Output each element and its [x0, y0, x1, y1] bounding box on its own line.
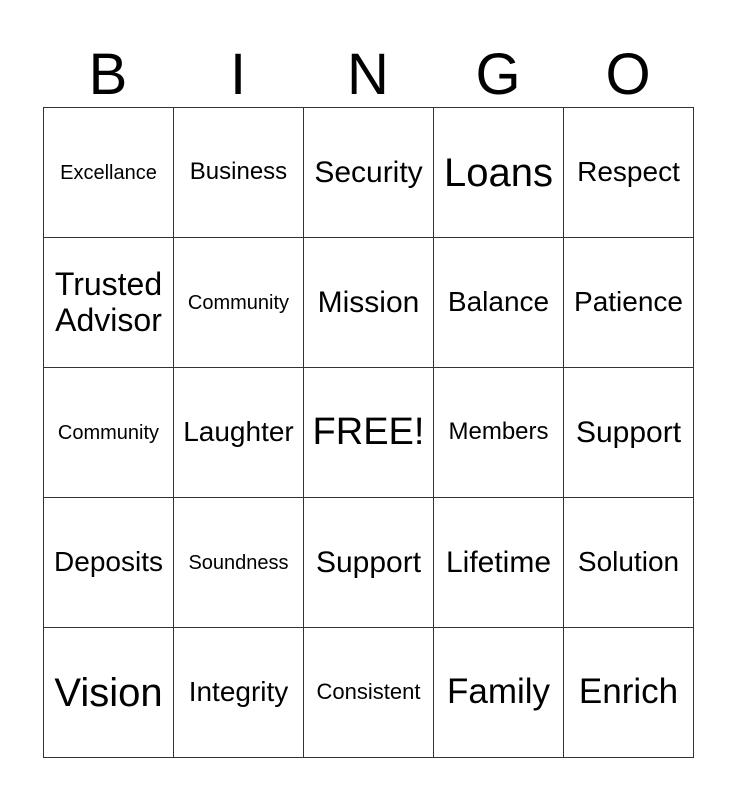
header-letter-i: I: [229, 42, 247, 107]
bingo-cell[interactable]: Soundness: [174, 498, 304, 628]
header-letter-g: G: [475, 42, 521, 107]
bingo-cell[interactable]: Balance: [434, 238, 564, 368]
bingo-cell[interactable]: Members: [434, 368, 564, 498]
bingo-cell[interactable]: Lifetime: [434, 498, 564, 628]
board-row: [44, 368, 694, 498]
bingo-cell[interactable]: Deposits: [44, 498, 174, 628]
bingo-cell[interactable]: Community: [174, 238, 304, 368]
bingo-cell[interactable]: Community: [44, 368, 174, 498]
bingo-cell[interactable]: Respect: [564, 108, 694, 238]
bingo-cell[interactable]: Solution: [564, 498, 694, 628]
board-row: [44, 108, 694, 238]
board-row: [44, 498, 694, 628]
bingo-cell[interactable]: Laughter: [174, 368, 304, 498]
bingo-cell[interactable]: Patience: [564, 238, 694, 368]
bingo-cell[interactable]: Family: [434, 628, 564, 758]
bingo-cell[interactable]: Excellance: [44, 108, 174, 238]
bingo-header: [43, 42, 693, 108]
header-letter-n: N: [347, 42, 389, 107]
bingo-cell[interactable]: Loans: [434, 108, 564, 238]
bingo-board: [43, 107, 694, 758]
bingo-cell[interactable]: Trusted Advisor: [44, 238, 174, 368]
board-row: [44, 238, 694, 368]
bingo-cell[interactable]: Integrity: [174, 628, 304, 758]
bingo-cell[interactable]: Support: [564, 368, 694, 498]
bingo-cell[interactable]: Support: [304, 498, 434, 628]
free-space-cell[interactable]: FREE!: [304, 368, 434, 498]
header-letter-o: O: [605, 42, 651, 107]
bingo-cell[interactable]: Vision: [44, 628, 174, 758]
bingo-cell[interactable]: Mission: [304, 238, 434, 368]
header-letter-b: B: [88, 42, 128, 107]
board-row: [44, 628, 694, 758]
bingo-cell[interactable]: Security: [304, 108, 434, 238]
bingo-cell[interactable]: Enrich: [564, 628, 694, 758]
bingo-cell[interactable]: Business: [174, 108, 304, 238]
bingo-cell[interactable]: Consistent: [304, 628, 434, 758]
